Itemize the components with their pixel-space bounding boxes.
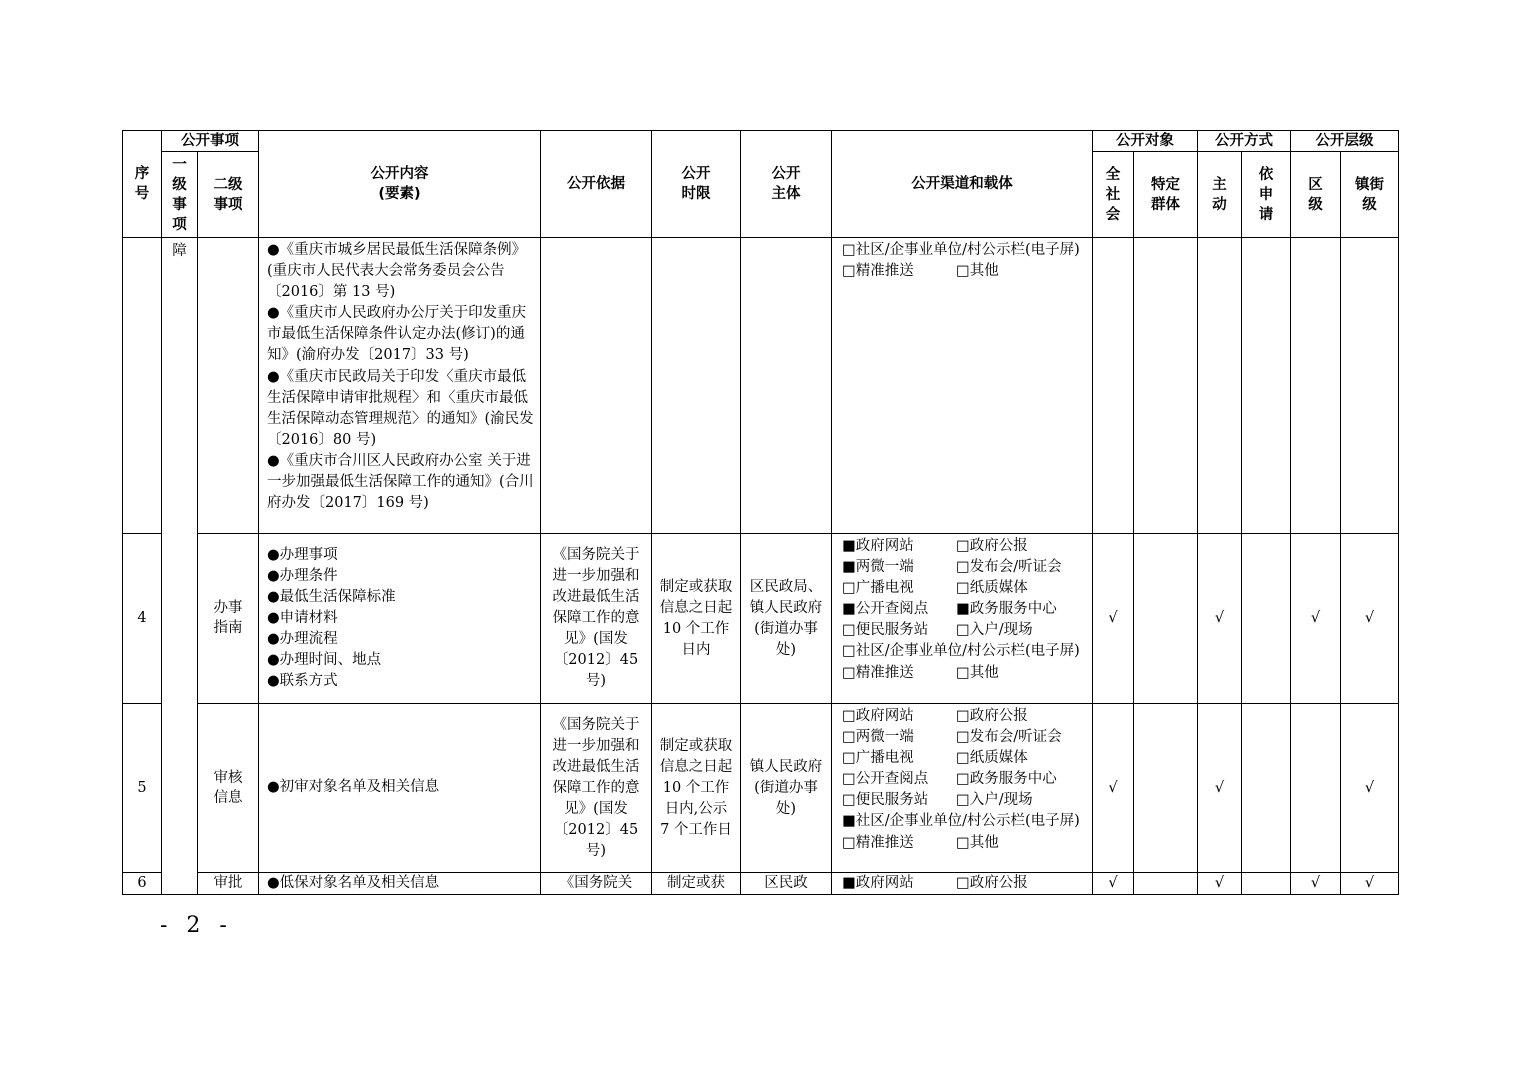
channel-option: □便民服务站 (842, 792, 929, 809)
row-subject: 区民政 (741, 873, 832, 895)
row-target-all: √ (1093, 704, 1134, 873)
channel-option: ■政府网站 (842, 875, 914, 891)
content-item: ●办理条件 (267, 567, 338, 584)
row-level-town: √ (1341, 873, 1399, 895)
row-target-specific (1134, 534, 1198, 704)
row-seq: 4 (123, 534, 162, 704)
row-level-district (1291, 238, 1341, 534)
channel-option: □精准推送 (842, 263, 914, 280)
table-row (123, 873, 1399, 895)
row-method-active: √ (1198, 873, 1242, 895)
channel-option: □其他 (956, 834, 999, 851)
header-content (259, 131, 541, 238)
header-subject: 公开主体 (741, 131, 832, 238)
row-method-active (1198, 238, 1242, 534)
channel-option: □其他 (956, 263, 999, 280)
row-basis (541, 238, 652, 534)
channel-option: □社区/企事业单位/村公示栏(电子屏) (842, 242, 1080, 258)
channel-option: □便民服务站 (842, 622, 929, 639)
header-level-town: 镇街级 (1341, 152, 1399, 238)
channel-option: □入户/现场 (956, 622, 1033, 639)
row-basis: 《国务院关于进一步加强和改进最低生活保障工作的意见》(国发〔2012〕45 号) (541, 534, 652, 704)
row-method-apply (1242, 238, 1291, 534)
content-item: ●办理时间、地点 (267, 652, 382, 669)
channel-pair (842, 557, 1086, 578)
disclosure-table (122, 130, 1399, 895)
row-method-active: √ (1198, 534, 1242, 704)
channel-pair (842, 663, 1086, 684)
channel-option: ■社区/企事业单位/村公示栏(电子屏) (842, 813, 1080, 830)
channel-pair (842, 811, 1086, 832)
row-channels (832, 704, 1093, 873)
content-item: ●申请材料 (267, 609, 338, 626)
channel-pair (842, 536, 1086, 557)
row-subject: 区民政局、镇人民政府(街道办事处) (741, 534, 832, 704)
channel-option: □公开查阅点 (842, 771, 929, 788)
header-method-group: 公开方式 (1198, 131, 1291, 152)
channel-pair (842, 748, 1086, 769)
channel-option: □发布会/听证会 (956, 559, 1062, 576)
content-item: ●低保对象名单及相关信息 (267, 875, 440, 891)
channel-option: □广播电视 (842, 750, 914, 767)
channel-option: □入户/现场 (956, 792, 1033, 809)
channel-pair (842, 599, 1086, 620)
header-level-group: 公开层级 (1291, 131, 1399, 152)
row-target-specific (1134, 704, 1198, 873)
row-level2: 审批 (198, 873, 259, 895)
header-public-items: 公开事项 (162, 131, 259, 152)
content-item: ●《重庆市城乡居民最低生活保障条例》(重庆市人民代表大会常务委员会公告〔2016〕第 13 号) (267, 242, 527, 301)
channel-pair (842, 578, 1086, 599)
row-level1: 障 (162, 238, 198, 895)
channel-pair (842, 706, 1086, 727)
row-level-district: √ (1291, 534, 1341, 704)
row-subject (741, 238, 832, 534)
channel-option: □其他 (956, 664, 999, 681)
content-item: ●《重庆市民政局关于印发〈重庆市最低生活保障申请审批规程〉和〈重庆市最低生活保障动态管理规范〉的通知》(渝民发〔2016〕80 号) (267, 368, 534, 448)
channel-option: ■公开查阅点 (842, 601, 929, 618)
header-method-active: 主动 (1198, 152, 1242, 238)
row-channels (832, 534, 1093, 704)
row-basis: 《国务院关 (541, 873, 652, 895)
row-channels (832, 873, 1093, 895)
channel-option: □广播电视 (842, 580, 914, 597)
row-subject: 镇人民政府(街道办事处) (741, 704, 832, 873)
row-seq: 6 (123, 873, 162, 895)
channel-option: □社区/企事业单位/村公示栏(电子屏) (842, 643, 1080, 660)
row-content (259, 873, 541, 895)
channel-option: □精准推送 (842, 664, 914, 681)
row-level-town (1341, 238, 1399, 534)
channel-option: □政府网站 (842, 708, 914, 724)
channel-pair (842, 790, 1086, 811)
channel-option: ■政务服务中心 (956, 601, 1057, 618)
channel-option: ■政府网站 (842, 538, 914, 554)
header-target-all: 全社会 (1093, 152, 1134, 238)
channel-pair (842, 641, 1086, 662)
channel-pair (842, 833, 1086, 854)
row-target-specific (1134, 238, 1198, 534)
row-level-town: √ (1341, 534, 1399, 704)
row-time-limit: 制定或获取信息之日起 10 个工作日内,公示 7 个工作日 (652, 704, 741, 873)
table-row (123, 704, 1399, 873)
header-method-apply: 依申请 (1242, 152, 1291, 238)
header-level1: 一级事项 (162, 152, 198, 238)
channel-pair (842, 873, 1086, 894)
channel-option: □政府公报 (956, 875, 1028, 891)
channel-option: □纸质媒体 (956, 750, 1028, 767)
channel-pair (842, 240, 1086, 261)
channel-pair (842, 620, 1086, 641)
content-item: ●最低生活保障标准 (267, 588, 396, 605)
channel-option: ■两微一端 (842, 559, 914, 576)
row-level-district (1291, 704, 1341, 873)
channel-option: □政务服务中心 (956, 771, 1057, 788)
row-time-limit: 制定或获取信息之日起 10 个工作日内 (652, 534, 741, 704)
header-target-specific: 特定群体 (1134, 152, 1198, 238)
header-level-district: 区级 (1291, 152, 1341, 238)
header-time-limit: 公开时限 (652, 131, 741, 238)
row-level2: 审核信息 (198, 704, 259, 873)
channel-option: □发布会/听证会 (956, 729, 1062, 746)
channel-option: □政府公报 (956, 708, 1028, 724)
channel-pair (842, 261, 1086, 282)
row-level2 (198, 238, 259, 534)
row-content (259, 534, 541, 704)
row-method-apply (1242, 534, 1291, 704)
row-target-all (1093, 238, 1134, 534)
row-level2: 办事指南 (198, 534, 259, 704)
content-item: ●办理事项 (267, 546, 338, 563)
table-row (123, 534, 1399, 704)
content-item: ●《重庆市合川区人民政府办公室 关于进一步加强最低生活保障工作的通知》(合川府办发〔2017〕169 号) (267, 452, 534, 512)
header-seq: 序号 (123, 131, 162, 238)
header-content-line1: 公开内容 (370, 166, 429, 182)
channel-option: □纸质媒体 (956, 580, 1028, 597)
row-seq: 5 (123, 704, 162, 873)
channel-option: □精准推送 (842, 834, 914, 851)
header-level2: 二级事项 (198, 152, 259, 238)
row-content (259, 238, 541, 534)
content-item: ●初审对象名单及相关信息 (267, 779, 440, 796)
header-channels: 公开渠道和载体 (832, 131, 1093, 238)
channel-option: □两微一端 (842, 729, 914, 746)
row-channels (832, 238, 1093, 534)
row-target-specific (1134, 873, 1198, 895)
header-content-line2: (要素) (378, 186, 421, 202)
row-method-apply (1242, 704, 1291, 873)
row-seq (123, 238, 162, 534)
channel-pair (842, 727, 1086, 748)
header-target-group: 公开对象 (1093, 131, 1198, 152)
row-content (259, 704, 541, 873)
row-time-limit: 制定或获 (652, 873, 741, 895)
row-method-apply (1242, 873, 1291, 895)
content-item: ●办理流程 (267, 631, 338, 648)
row-level-town: √ (1341, 704, 1399, 873)
row-target-all: √ (1093, 534, 1134, 704)
channel-pair (842, 769, 1086, 790)
row-method-active: √ (1198, 704, 1242, 873)
content-item: ●《重庆市人民政府办公厅关于印发重庆市最低生活保障条件认定办法(修订)的通知》(渝府办发〔2017〕33 号) (267, 305, 527, 364)
channel-option: □政府公报 (956, 538, 1028, 554)
row-target-all: √ (1093, 873, 1134, 895)
content-item: ●联系方式 (267, 673, 338, 690)
header-basis: 公开依据 (541, 131, 652, 238)
table-row (123, 238, 1399, 534)
page-number: - 2 - (160, 913, 233, 938)
row-level-district: √ (1291, 873, 1341, 895)
row-basis: 《国务院关于进一步加强和改进最低生活保障工作的意见》(国发〔2012〕45 号) (541, 704, 652, 873)
row-time-limit (652, 238, 741, 534)
